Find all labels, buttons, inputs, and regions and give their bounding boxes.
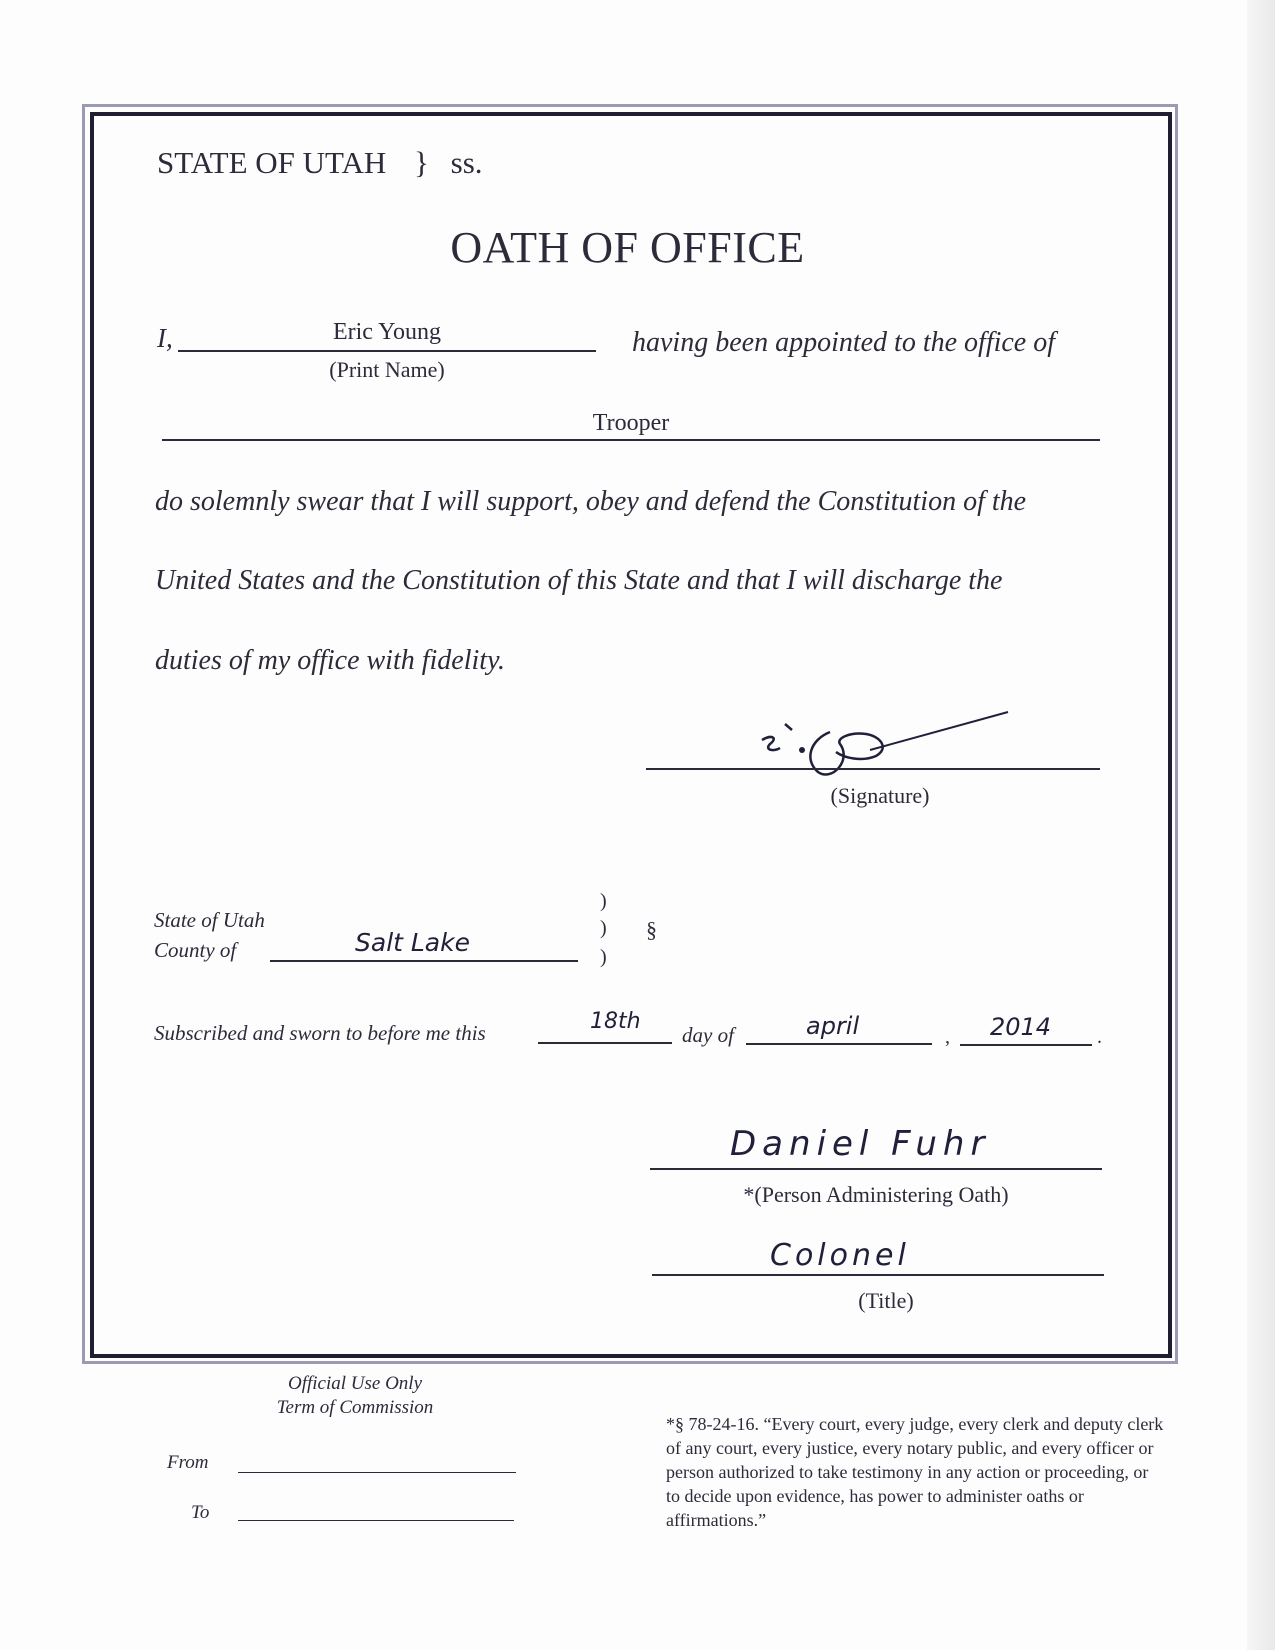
ss-abbrev: ss. [450, 145, 483, 180]
office-value: Trooper [592, 410, 670, 436]
title-line [652, 1274, 1104, 1276]
administrator-signature: Daniel Fuhr [730, 1124, 991, 1164]
oath-body-line-1: do solemnly swear that I will support, obey and defend the Constitution of the [155, 486, 1027, 517]
term-of-commission-heading: Term of Commission [276, 1397, 434, 1418]
name-line [178, 350, 596, 352]
section-symbol: § [646, 917, 657, 942]
year-handwritten: 2014 [990, 1013, 1052, 1041]
venue-county-label: County of [154, 938, 237, 962]
from-line [238, 1472, 516, 1473]
date-period: . [1097, 1026, 1102, 1048]
venue-paren-2: ) [600, 917, 607, 939]
county-handwritten: Salt Lake [355, 928, 470, 957]
day-line [538, 1042, 672, 1044]
document-title: OATH OF OFFICE [450, 223, 805, 272]
brace: } [414, 145, 429, 180]
county-line [270, 960, 578, 962]
month-line [746, 1043, 932, 1045]
pronoun-i: I, [157, 323, 173, 353]
to-label: To [191, 1502, 210, 1523]
official-use-heading: Official Use Only [287, 1373, 423, 1394]
statute-footnote: *§ 78-24-16. “Every court, every judge, every clerk and deputy clerk of any court, every justice, every notary public, and every officer or person authorized to take testimony in any action or proceeding, or to decide upon evidence, has power to administer oaths or affirmations.” [666, 1414, 1164, 1530]
day-of-label: day of [682, 1023, 734, 1047]
appointed-text: having been appointed to the office of [632, 327, 1056, 358]
state-heading [157, 145, 483, 181]
to-line [238, 1520, 514, 1521]
print-name-value: Eric Young [332, 319, 441, 345]
print-name-caption: (Print Name) [329, 357, 445, 382]
date-comma: , [945, 1026, 950, 1048]
sworn-prefix: Subscribed and sworn to before me this [154, 1021, 486, 1045]
oath-body-line-3: duties of my office with fidelity. [155, 645, 505, 676]
venue-paren-1: ) [600, 890, 607, 912]
title-handwritten: Colonel [770, 1238, 910, 1273]
signature-caption: (Signature) [830, 783, 930, 808]
year-line [960, 1044, 1092, 1046]
oath-body-line-2: United States and the Constitution of this State and that I will discharge the [155, 565, 1003, 596]
title-caption: (Title) [858, 1288, 914, 1313]
month-handwritten: april [806, 1012, 860, 1040]
day-handwritten: 18th [590, 1009, 641, 1034]
administrator-line [650, 1168, 1102, 1170]
from-label: From [167, 1452, 209, 1473]
venue-paren-3: ) [600, 946, 607, 968]
venue-state-label: State of Utah [154, 908, 265, 932]
office-line [162, 439, 1100, 441]
state-name: STATE OF UTAH [157, 145, 387, 180]
signature-line [646, 768, 1100, 770]
administrator-caption: *(Person Administering Oath) [743, 1182, 1009, 1207]
